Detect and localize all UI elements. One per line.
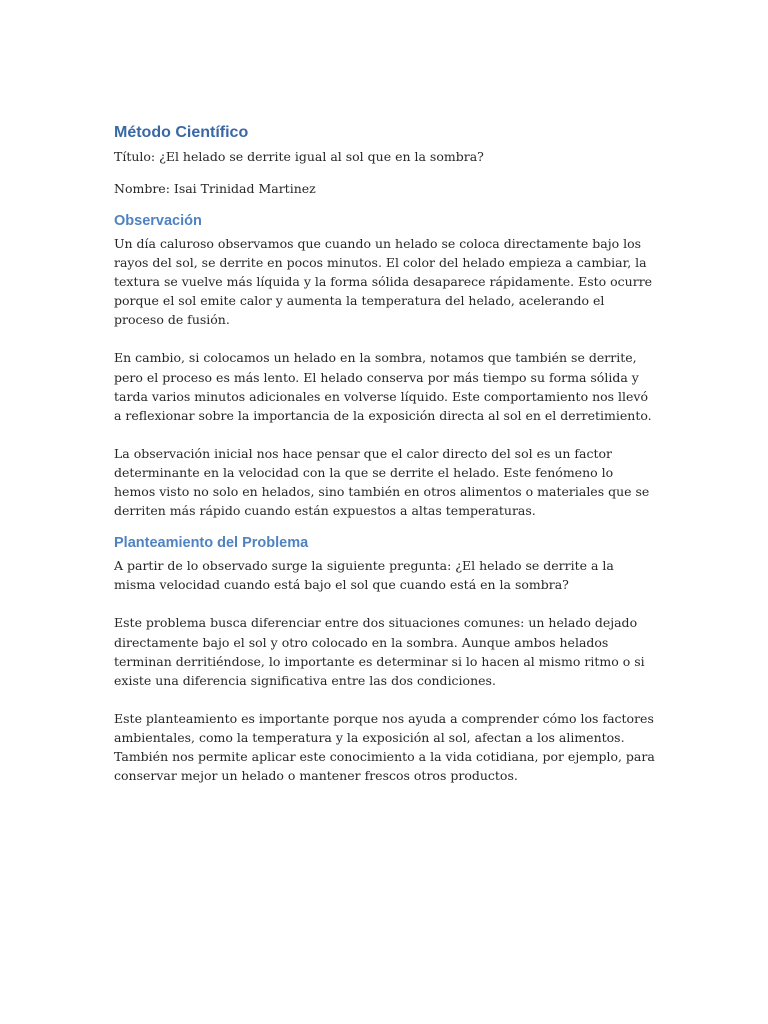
paragraph: A partir de lo observado surge la siguiente pregunta: ¿El helado se derrite a la misma velocidad cuando está bajo el sol que cuando está en la sombra? bbox=[114, 558, 614, 593]
document-title: Método Científico bbox=[114, 124, 249, 141]
paragraph: En cambio, si colocamos un helado en la sombra, notamos que también se derrite, pero el proceso es más lento. El helado conserva por más tiempo su forma sólida y tarda varios minutos adicionales en volverse líquido. Este comportamiento nos llevó a reflexionar sobre la importancia de la exposición directa al sol en el derretimiento. bbox=[114, 350, 652, 423]
paragraph: La observación inicial nos hace pensar que el calor directo del sol es un factor determinante en la velocidad con la que se derrite el helado. Este fenómeno lo hemos visto no solo en helados, sino también en otros alimentos o materiales que se derriten más rápido cuando están expuestos a altas temperaturas. bbox=[114, 445, 650, 519]
document-subtitle: Título: ¿El helado se derrite igual al sol que en la sombra? bbox=[114, 149, 484, 164]
section-planteamiento bbox=[114, 532, 658, 785]
document-page bbox=[114, 121, 658, 785]
paragraph: Este planteamiento es importante porque nos ayuda a comprender cómo los factores ambientales, como la temperatura y la exposición al sol, afectan a los alimentos. También nos permite aplicar este conocimiento a la vida cotidiana, por ejemplo, para conservar mejor un helado o mantener frescos otros productos. bbox=[114, 710, 655, 784]
paragraph: Este problema busca diferenciar entre dos situaciones comunes: un helado dejado directamente bajo el sol y otro colocado en la sombra. Aunque ambos helados terminan derritiéndose, lo importante es determinar si lo hacen al mismo ritmo o si existe una diferencia significativa entre las dos condiciones. bbox=[114, 615, 645, 688]
paragraph: Un día caluroso observamos que cuando un helado se coloca directamente bajo los rayos del sol, se derrite en pocos minutos. El color del helado empieza a cambiar, la textura se vuelve más líquida y la forma sólida desaparece rápidamente. Esto ocurre porque el sol emite calor y aumenta la temperatura del helado, acelerando el proceso de fusión. bbox=[114, 236, 653, 328]
author-name: Nombre: Isai Trinidad Martinez bbox=[114, 181, 316, 196]
section-heading: Planteamiento del Problema bbox=[114, 535, 309, 552]
section-observacion bbox=[114, 210, 658, 520]
section-heading: Observación bbox=[114, 213, 202, 229]
